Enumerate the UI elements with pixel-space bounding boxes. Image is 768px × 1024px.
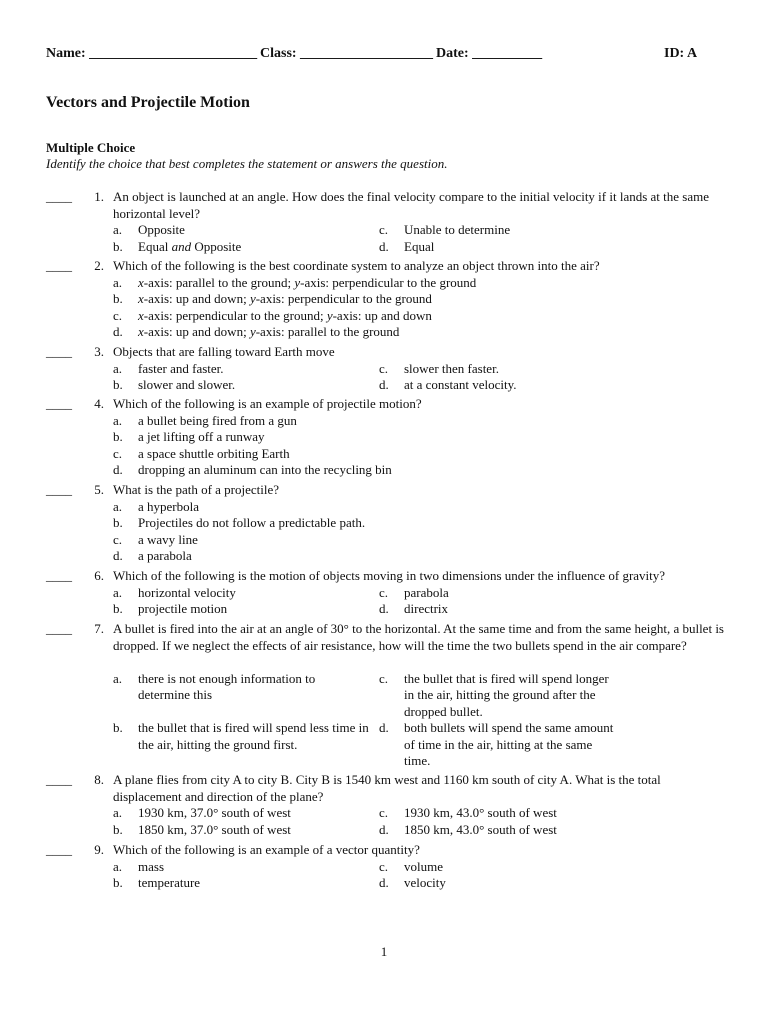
choice-letter: c. bbox=[113, 445, 123, 461]
choice-letter: c. bbox=[379, 858, 389, 874]
choice-letter: a. bbox=[113, 412, 123, 428]
choice-text: x-axis: up and down; y-axis: perpendicular to the ground bbox=[138, 291, 432, 306]
choice-text: Unable to determine bbox=[404, 222, 511, 237]
answer-blank: ____ bbox=[46, 258, 72, 273]
choice-letter: d. bbox=[379, 238, 389, 254]
choice-letter: b. bbox=[113, 821, 123, 837]
answer-blank: ____ bbox=[46, 842, 72, 857]
choice-letter: a. bbox=[113, 670, 123, 686]
choice-letter: a. bbox=[113, 222, 123, 237]
choice-letter: b. bbox=[113, 601, 123, 616]
question-number: 4. bbox=[94, 396, 104, 411]
choice-text: there is not enough information to determine this bbox=[138, 670, 316, 702]
choice-text: directrix bbox=[404, 601, 449, 616]
choice-text: 1850 km, 37.0° south of west bbox=[138, 821, 291, 837]
date-field-label: Date: __________ bbox=[436, 46, 543, 61]
question-stem: A plane flies from city A to city B. City B is 1540 km west and 1160 km south of city A. What is the total displacement and direction of the plane? bbox=[113, 772, 661, 804]
choice-text: 1850 km, 43.0° south of west bbox=[404, 821, 557, 837]
class-field-label: Class: ___________________ bbox=[260, 46, 434, 61]
question-stem: Which of the following is an example of a vector quantity? bbox=[113, 842, 420, 857]
choice-letter: a. bbox=[113, 498, 123, 514]
choice-text: Equal bbox=[404, 238, 435, 254]
question-stem: A bullet is fired into the air at an angle of 30° to the horizontal. At the same time and from the same height, a bullet is dropped. If we neglect the effects of air resistance, how will the time the two bullets spend in the air compare? bbox=[113, 621, 724, 653]
choice-text: mass bbox=[138, 858, 164, 874]
question-stem: Which of the following is the motion of objects moving in two dimensions under the influence of gravity? bbox=[113, 568, 666, 583]
choice-letter: a. bbox=[113, 858, 123, 874]
choice-text: a hyperbola bbox=[138, 498, 200, 514]
choice-text: temperature bbox=[138, 875, 201, 890]
choice-text: parabola bbox=[404, 584, 449, 600]
question-number: 5. bbox=[94, 482, 104, 497]
choice-text: dropping an aluminum can into the recycling bin bbox=[138, 462, 392, 477]
choice-text: Equal and Opposite bbox=[138, 238, 242, 254]
choice-letter: b. bbox=[113, 238, 123, 254]
choice-letter: b. bbox=[113, 720, 123, 735]
choice-letter: d. bbox=[113, 324, 123, 339]
choice-letter: d. bbox=[113, 548, 123, 563]
choice-letter: b. bbox=[113, 291, 123, 306]
choice-letter: c. bbox=[113, 531, 123, 547]
choice-letter: b. bbox=[113, 377, 123, 392]
answer-blank: ____ bbox=[46, 621, 72, 636]
question-number: 3. bbox=[94, 344, 104, 359]
choice-text: volume bbox=[404, 858, 443, 874]
choice-text: Opposite bbox=[138, 222, 185, 237]
choice-text: faster and faster. bbox=[138, 360, 224, 376]
choice-text: at a constant velocity. bbox=[404, 377, 517, 392]
choice-text: a space shuttle orbiting Earth bbox=[138, 445, 290, 461]
choice-letter: d. bbox=[113, 462, 123, 477]
choice-letter: b. bbox=[113, 429, 123, 444]
answer-blank: ____ bbox=[46, 189, 72, 204]
choice-letter: c. bbox=[379, 360, 389, 376]
choice-letter: d. bbox=[379, 821, 389, 837]
choice-text: horizontal velocity bbox=[138, 584, 236, 600]
section-heading: Multiple Choice bbox=[46, 140, 136, 155]
choice-letter: a. bbox=[113, 584, 123, 600]
choice-text: x-axis: up and down; y-axis: parallel to the ground bbox=[138, 324, 400, 339]
answer-blank: ____ bbox=[46, 344, 72, 359]
choice-letter: b. bbox=[113, 875, 123, 890]
choice-text: x-axis: perpendicular to the ground; y-axis: up and down bbox=[138, 307, 432, 323]
choice-text: the bullet that is fired will spend longer in the air, hitting the ground after the dropped bullet. bbox=[404, 670, 609, 719]
choice-letter: c. bbox=[379, 222, 389, 237]
question-stem: Which of the following is an example of projectile motion? bbox=[113, 396, 422, 411]
question-stem: What is the path of a projectile? bbox=[113, 482, 280, 497]
answer-blank: ____ bbox=[46, 568, 72, 583]
choice-letter: c. bbox=[379, 670, 389, 686]
question-number: 6. bbox=[94, 568, 104, 583]
choice-text: 1930 km, 43.0° south of west bbox=[404, 805, 557, 820]
choice-letter: a. bbox=[113, 805, 123, 820]
choice-text: a wavy line bbox=[138, 531, 198, 547]
question-stem: An object is launched at an angle. How does the final velocity compare to the initial velocity if it lands at the same horizontal level? bbox=[113, 189, 710, 221]
choice-text: both bullets will spend the same amount of time in the air, hitting at the same time. bbox=[404, 720, 614, 768]
name-field-label: Name: ________________________ bbox=[46, 46, 258, 61]
choice-letter: c. bbox=[113, 307, 123, 323]
choice-text: a jet lifting off a runway bbox=[138, 429, 265, 444]
choice-letter: c. bbox=[379, 584, 389, 600]
answer-blank: ____ bbox=[46, 396, 72, 411]
choice-text: projectile motion bbox=[138, 601, 228, 616]
instructions: Identify the choice that best completes the statement or answers the question. bbox=[46, 156, 448, 171]
choice-text: Projectiles do not follow a predictable path. bbox=[138, 515, 366, 530]
choice-letter: b. bbox=[113, 515, 123, 530]
choice-text: slower then faster. bbox=[404, 360, 499, 376]
page-title: Vectors and Projectile Motion bbox=[46, 94, 250, 111]
answer-blank: ____ bbox=[46, 772, 72, 787]
choice-text: x-axis: parallel to the ground; y-axis: perpendicular to the ground bbox=[138, 274, 477, 290]
choice-text: the bullet that is fired will spend less time in the air, hitting the ground first. bbox=[138, 720, 369, 752]
choice-letter: a. bbox=[113, 274, 123, 290]
choice-letter: d. bbox=[379, 601, 389, 616]
question-number: 8. bbox=[94, 772, 104, 787]
question-number: 9. bbox=[94, 842, 104, 857]
question-number: 7. bbox=[94, 621, 104, 636]
question-stem: Objects that are falling toward Earth move bbox=[113, 344, 335, 359]
choice-letter: a. bbox=[113, 360, 123, 376]
page-number: 1 bbox=[380, 944, 388, 959]
choice-text: 1930 km, 37.0° south of west bbox=[138, 805, 291, 820]
choice-letter: d. bbox=[379, 720, 389, 735]
id-label: ID: A bbox=[664, 46, 698, 61]
question-stem: Which of the following is the best coordinate system to analyze an object thrown into the air? bbox=[113, 258, 600, 273]
choice-letter: c. bbox=[379, 805, 389, 820]
choice-letter: d. bbox=[379, 377, 389, 392]
choice-text: velocity bbox=[404, 875, 446, 890]
answer-blank: ____ bbox=[46, 482, 72, 497]
choice-text: slower and slower. bbox=[138, 377, 236, 392]
choice-text: a parabola bbox=[138, 548, 192, 563]
question-number: 2. bbox=[94, 258, 104, 273]
choice-text: a bullet being fired from a gun bbox=[138, 412, 297, 428]
choice-letter: d. bbox=[379, 875, 389, 890]
question-number: 1. bbox=[94, 189, 104, 204]
